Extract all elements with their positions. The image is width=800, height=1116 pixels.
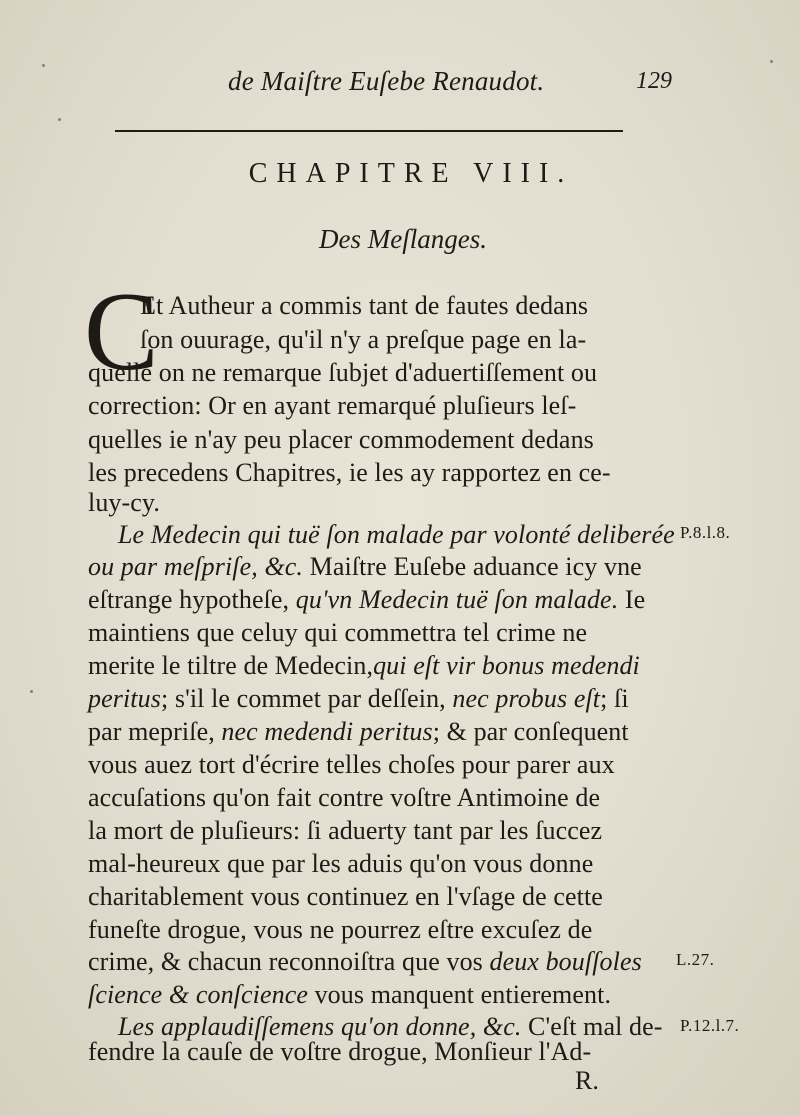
text-line xyxy=(88,979,611,1011)
paper-fleck xyxy=(58,118,61,121)
italic-quote: qu'vn Medecin tuë ſon malade. xyxy=(295,585,619,614)
running-head: de Maiſtre Euſebe Renaudot. xyxy=(228,66,545,96)
catchword: R. xyxy=(575,1066,599,1095)
italic-quote: ſcience & conſcience xyxy=(88,980,308,1009)
text-line: funeſte drogue, vous ne pourrez eſtre excuſez de xyxy=(88,915,593,944)
text-span: merite le tiltre de Medecin, xyxy=(88,651,374,680)
drop-cap: C xyxy=(84,270,159,394)
text-span: C'eſt mal de- xyxy=(521,1012,663,1041)
text-line xyxy=(88,650,640,682)
italic-quote: deux bouſſoles xyxy=(489,947,642,976)
text-span: ; ſi xyxy=(600,684,629,713)
text-line: charitablement vous continuez en l'vſage de cette xyxy=(88,882,603,911)
margin-note: P.8.l.8. xyxy=(680,523,731,542)
margin-note: P.12.l.7. xyxy=(680,1016,740,1035)
text-line: Et Autheur a commis tant de fautes dedans xyxy=(140,291,589,320)
text-line: mal-heureux que par les aduis qu'on vous donne xyxy=(88,849,594,878)
header-rule xyxy=(115,130,623,132)
text-span: crime, & chacun reconnoiſtra que vos xyxy=(88,947,490,976)
text-line: la mort de pluſieurs: ſi aduerty tant par les ſuccez xyxy=(88,816,603,845)
text-line xyxy=(88,584,645,616)
italic-quote: Les applaudiſſemens qu'on donne, &c. xyxy=(118,1012,522,1041)
italic-quote: nec medendi peritus xyxy=(221,717,433,746)
text-span: vous manquent entierement. xyxy=(307,980,612,1009)
text-line xyxy=(88,716,629,748)
text-span: Maiſtre Euſebe aduance icy vne xyxy=(303,552,642,581)
text-line: vous auez tort d'écrire telles choſes pour parer aux xyxy=(88,750,615,779)
text-line: maintiens que celuy qui commettra tel crime ne xyxy=(88,618,588,647)
text-span: Ie xyxy=(618,585,646,614)
text-line xyxy=(118,519,675,551)
paper-fleck xyxy=(30,690,33,693)
text-span: ; s'il le commet par deſſein, xyxy=(160,684,453,713)
text-line: accuſations qu'on fait contre voſtre Antimoine de xyxy=(88,783,601,812)
text-span: ; & par conſequent xyxy=(432,717,629,746)
text-line xyxy=(88,683,629,715)
text-line: les precedens Chapitres, ie les ay rapportez en ce- xyxy=(88,458,611,487)
italic-quote: peritus xyxy=(88,684,161,713)
text-line: correction: Or en ayant remarqué pluſieurs leſ- xyxy=(88,391,577,420)
text-line xyxy=(88,551,642,583)
margin-note: L.27. xyxy=(676,950,715,969)
italic-quote: qui eſt vir bonus medendi xyxy=(373,651,640,680)
italic-quote: ou par meſpriſe, &c. xyxy=(88,552,304,581)
page-number: 129 xyxy=(636,68,672,94)
text-line: fendre la cauſe de voſtre drogue, Monſieur l'Ad- xyxy=(88,1037,592,1066)
chapter-title: CHAPITRE VIII. xyxy=(248,158,574,189)
text-span: eſtrange hypotheſe, xyxy=(88,585,296,614)
text-line: quelle on ne remarque ſubjet d'aduertiſſement ou xyxy=(88,358,598,387)
italic-quote: Le Medecin qui tuë ſon malade par volonté deliberée xyxy=(118,520,675,549)
text-line: quelles ie n'ay peu placer commodement dedans xyxy=(88,425,594,454)
text-span: par mepriſe, xyxy=(88,717,222,746)
text-line xyxy=(88,946,642,978)
text-line: luy-cy. xyxy=(88,488,160,517)
text-line: ſon ouurage, qu'il n'y a preſque page en la- xyxy=(140,325,587,354)
chapter-subtitle: Des Meſlanges. xyxy=(319,224,487,254)
italic-quote: nec probus eſt xyxy=(452,684,601,713)
page-header xyxy=(0,60,800,100)
